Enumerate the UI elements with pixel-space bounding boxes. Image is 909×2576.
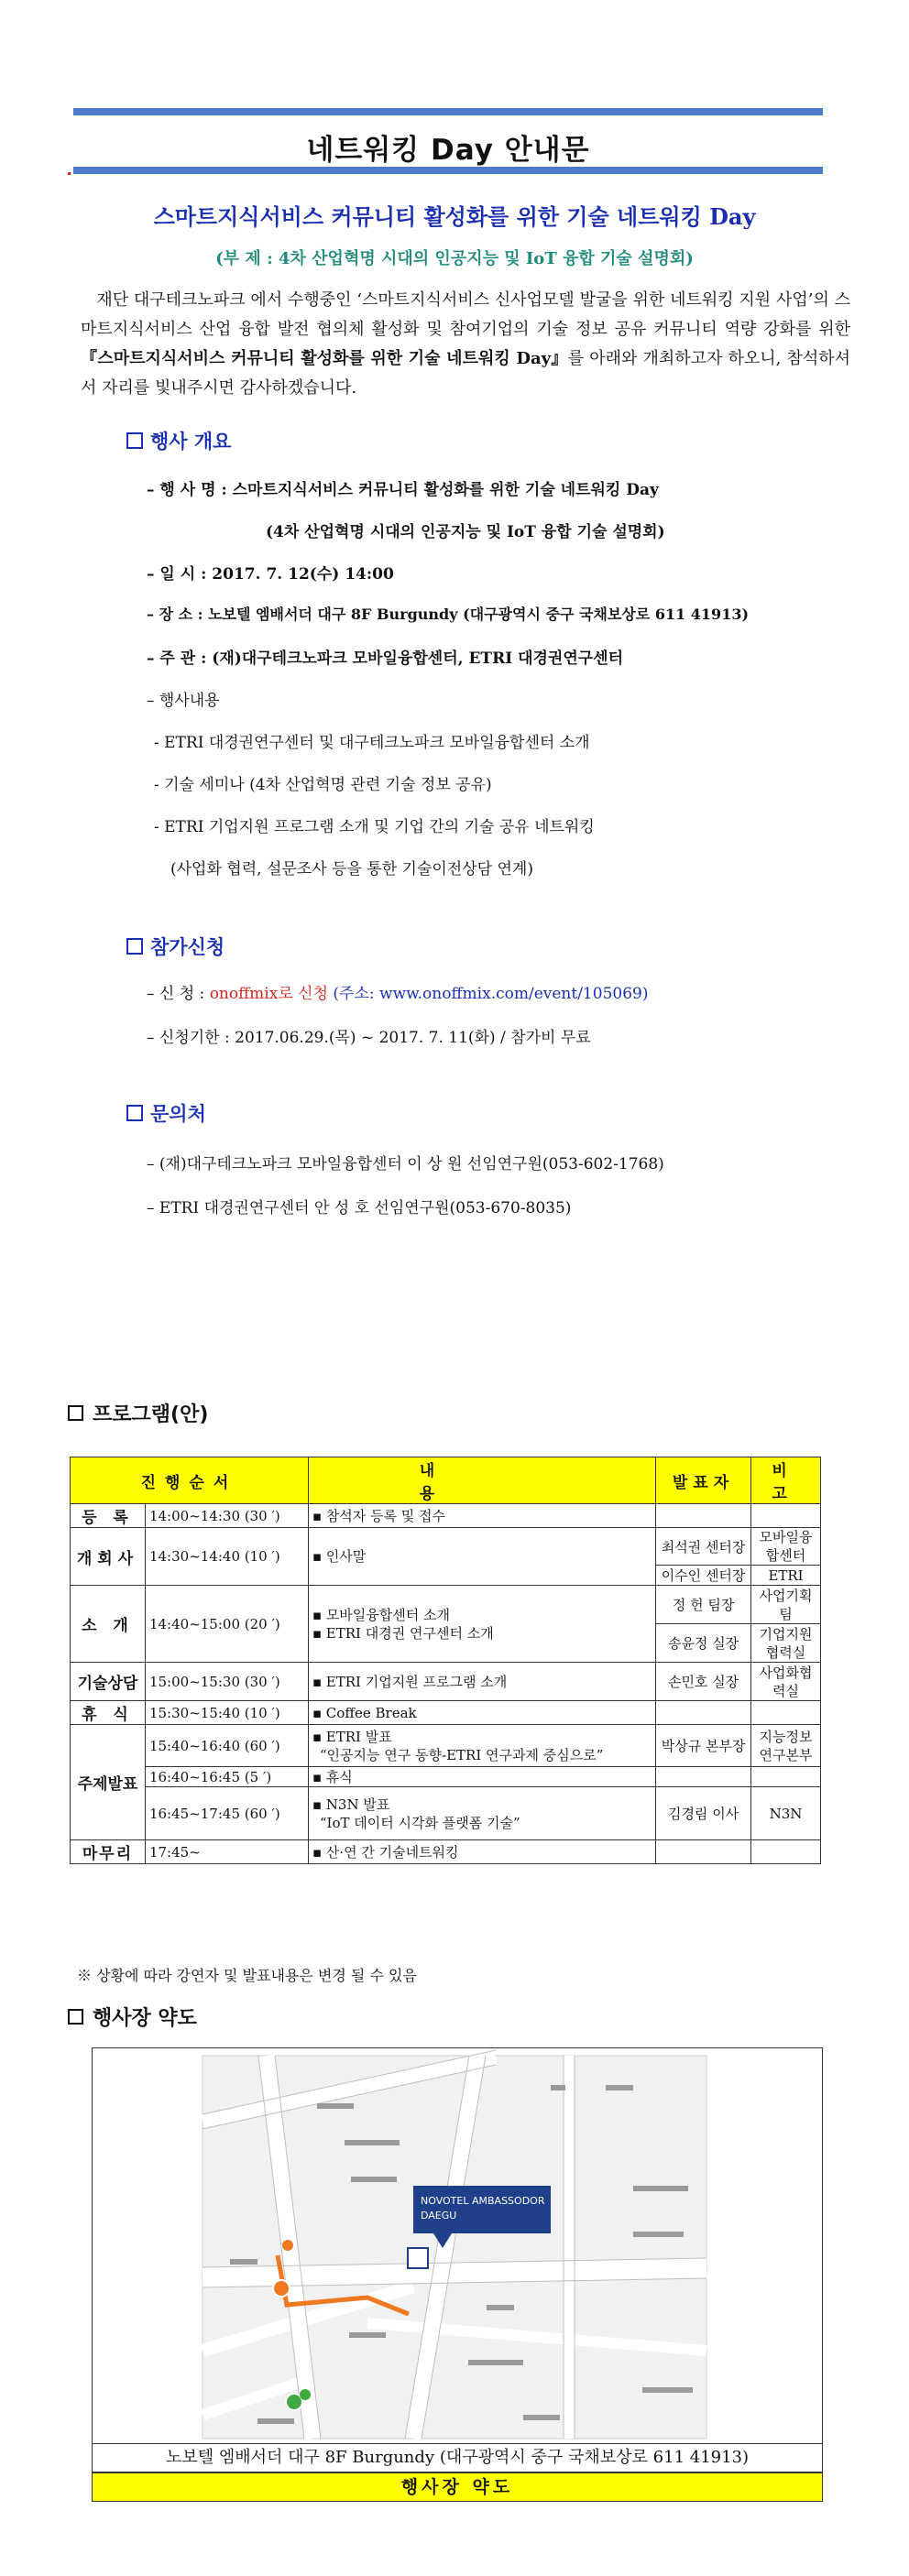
row-category: 기술상담	[71, 1663, 146, 1701]
contact-line-2: – ETRI 대경권연구센터 안 성 호 선임연구원(053-670-8035)	[147, 1199, 572, 1217]
page-title: 네트워킹 Day 안내문	[306, 134, 590, 167]
row-category: 소 개	[71, 1586, 146, 1663]
row-time: 14:40~15:00 (20 ′)	[145, 1586, 308, 1663]
row-content: ▪ Coffee Break	[308, 1701, 655, 1725]
contact-line-1: – (재)대구테크노파크 모바일융합센터 이 상 원 선임연구원(053-602-1768)	[147, 1155, 664, 1173]
row-note: ETRI	[751, 1566, 821, 1586]
program-table	[70, 1457, 821, 1864]
overview-line-venue: – 장 소 : 노보텔 엠배서더 대구 8F Burgundy (대구광역시 중구 국채보상로 611 41913)	[147, 606, 750, 623]
registration-prefix: – 신 청 :	[147, 985, 210, 1003]
intro-text-bold: 『스마트지식서비스 커뮤니티 활성화를 위한 기술 네트워킹 Day』	[81, 349, 568, 368]
overview-heading	[126, 427, 231, 454]
row-category: 휴 식	[71, 1701, 146, 1725]
header-order: 진행순서	[71, 1457, 309, 1504]
row-content	[308, 1787, 655, 1840]
row-category: 등 록	[71, 1504, 146, 1528]
event-subtheme: (부 제 : 4차 산업혁명 시대의 인공지능 및 IoT 융합 기술 설명회)	[215, 249, 694, 268]
row-note: 기업지원협력실	[751, 1624, 821, 1663]
registration-heading	[126, 933, 225, 960]
venue-map	[92, 2047, 823, 2445]
map-svg	[93, 2048, 822, 2444]
row-presenter	[656, 1767, 751, 1787]
checkbox-icon	[68, 1405, 83, 1421]
overview-sub-4: (사업화 협력, 설문조사 등을 통한 기술이전상담 연계)	[170, 860, 533, 879]
row-content-line: ▪ 모바일융합센터 소개	[312, 1606, 450, 1623]
row-content: ▪ 휴식	[308, 1767, 655, 1787]
registration-url[interactable]: (주소: www.onoffmix.com/event/105069)	[328, 985, 649, 1003]
registration-link-text[interactable]: onoffmix로 신청	[209, 985, 328, 1003]
intro-paragraph	[81, 286, 850, 403]
header-content: 내 용	[308, 1457, 655, 1504]
overview-sub-1: - ETRI 대경권연구센터 및 대구테크노파크 모바일융합센터 소개	[154, 734, 590, 752]
registration-heading-label: 참가신청	[150, 936, 225, 958]
overview-heading-label: 행사 개요	[150, 431, 232, 453]
row-content-line: ▪ ETRI 대경권 연구센터 소개	[312, 1624, 494, 1642]
row-content	[308, 1725, 655, 1767]
overview-line-name-sub: (4차 산업혁명 시대의 인공지능 및 IoT 융합 기술 설명회)	[266, 523, 665, 541]
row-note	[751, 1504, 821, 1528]
overview-line-date: – 일 시 : 2017. 7. 12(수) 14:00	[147, 565, 394, 584]
row-content: ▪ 산·연 간 기술네트워킹	[308, 1840, 655, 1864]
row-category: 개회사	[71, 1528, 146, 1586]
row-time: 16:45~17:45 (60 ′)	[145, 1787, 308, 1840]
overview-line-host: – 주 관 : (재)대구테크노파크 모바일융합센터, ETRI 대경권연구센터	[147, 649, 624, 668]
table-row	[71, 1787, 821, 1840]
checkbox-icon	[126, 938, 143, 955]
row-note: 사업기획팀	[751, 1586, 821, 1624]
row-time: 16:40~16:45 (5 ′)	[145, 1767, 308, 1787]
row-content-line: “인공지능 연구 동향-ETRI 연구과제 중심으로”	[319, 1746, 604, 1763]
program-heading	[68, 1399, 208, 1427]
title-rule	[73, 167, 823, 174]
overview-sub-2: - 기술 세미나 (4차 산업혁명 관련 기술 정보 공유)	[154, 776, 492, 794]
row-time: 14:30~14:40 (10 ′)	[145, 1528, 308, 1586]
header-note: 비 고	[751, 1457, 821, 1504]
table-row	[71, 1528, 821, 1566]
registration-line-2: – 신청기한 : 2017.06.29.(목) ~ 2017. 7. 11(화) / 참가비 무료	[147, 1029, 591, 1047]
row-content-line: ▪ N3N 발표	[312, 1796, 390, 1813]
hotel-label-2: DAEGU	[421, 2210, 457, 2221]
header-presenter: 발표자	[656, 1457, 751, 1504]
row-presenter: 정 헌 팀장	[656, 1586, 751, 1624]
row-content-line: ▪ ETRI 발표	[312, 1728, 392, 1745]
row-presenter: 김경림 이사	[656, 1787, 751, 1840]
overview-line-name: – 행 사 명 : 스마트지식서비스 커뮤니티 활성화를 위한 기술 네트워킹 Day	[147, 481, 659, 499]
row-content: ▪ ETRI 기업지원 프로그램 소개	[308, 1663, 655, 1701]
intro-text-2: 를 아래와 개최하고자 하오니, 참석하셔서 자리를 빛내주시면 감사하겠습니다.	[81, 349, 850, 398]
table-row	[71, 1663, 821, 1701]
row-time: 15:30~15:40 (10 ′)	[145, 1701, 308, 1725]
table-row	[71, 1725, 821, 1767]
row-presenter: 최석권 센터장	[656, 1528, 751, 1566]
event-subtitle: 스마트지식서비스 커뮤니티 활성화를 위한 기술 네트워킹 Day	[153, 203, 756, 230]
venue-heading-label: 행사장 약도	[93, 2007, 197, 2030]
map-caption-title: 행사장 약도	[92, 2472, 823, 2502]
intro-text-1: 재단 대구테크노파크 에서 수행중인 ‘스마트지식서비스 신사업모델 발굴을 위한 네트워킹 지원 사업’의 스마트지식서비스 산업 융합 발전 협의체 활성화 및 참여기업의 기술 정보 공유 커뮤니티 역량 강화를 위한	[81, 290, 851, 339]
row-presenter: 박상규 본부장	[656, 1725, 751, 1767]
row-note: N3N	[751, 1787, 821, 1840]
row-content	[308, 1586, 655, 1663]
row-time: 14:00~14:30 (30 ′)	[145, 1504, 308, 1528]
contact-heading-label: 문의처	[150, 1103, 206, 1125]
row-content: ▪ 참석자 등록 및 접수	[308, 1504, 655, 1528]
row-presenter	[656, 1504, 751, 1528]
row-note: 모바일융합센터	[751, 1528, 821, 1566]
table-row	[71, 1504, 821, 1528]
registration-line-1	[147, 980, 648, 1003]
hotel-label-1: NOVOTEL AMBASSODOR	[421, 2195, 545, 2207]
map-caption: 노보텔 엠배서더 대구 8F Burgundy (대구광역시 중구 국채보상로 611 41913)	[92, 2443, 823, 2472]
venue-heading	[68, 2003, 197, 2031]
table-row	[71, 1586, 821, 1624]
row-presenter: 송윤정 실장	[656, 1624, 751, 1663]
checkbox-icon	[126, 432, 143, 449]
checkbox-icon	[126, 1105, 143, 1121]
checkbox-icon	[68, 2009, 83, 2025]
row-note	[751, 1767, 821, 1787]
change-notice: ※ 상황에 따라 강연자 및 발표내용은 변경 될 수 있음	[77, 1967, 417, 1984]
row-presenter: 손민호 실장	[656, 1663, 751, 1701]
row-note	[751, 1701, 821, 1725]
row-category: 주제발표	[71, 1725, 146, 1840]
row-category: 마무리	[71, 1840, 146, 1864]
row-time: 17:45~	[145, 1840, 308, 1864]
program-heading-label: 프로그램(안)	[93, 1403, 209, 1426]
contact-heading	[126, 1099, 206, 1127]
table-header-row	[71, 1457, 821, 1504]
overview-line-program: – 행사내용	[147, 692, 220, 710]
row-presenter: 이수인 센터장	[656, 1566, 751, 1586]
row-note: 사업화협력실	[751, 1663, 821, 1701]
row-note	[751, 1840, 821, 1864]
row-content: ▪ 인사말	[308, 1528, 655, 1586]
red-dot	[68, 172, 71, 175]
row-content-line: “IoT 데이터 시각화 플랫폼 기술”	[319, 1814, 520, 1831]
row-time: 15:00~15:30 (30 ′)	[145, 1663, 308, 1701]
table-row	[71, 1701, 821, 1725]
row-presenter	[656, 1840, 751, 1864]
table-row	[71, 1767, 821, 1787]
overview-sub-3: - ETRI 기업지원 프로그램 소개 및 기업 간의 기술 공유 네트워킹	[154, 818, 595, 836]
row-note: 지능정보연구본부	[751, 1725, 821, 1767]
table-row	[71, 1840, 821, 1864]
top-rule	[73, 108, 823, 115]
row-presenter	[656, 1701, 751, 1725]
row-time: 15:40~16:40 (60 ′)	[145, 1725, 308, 1767]
